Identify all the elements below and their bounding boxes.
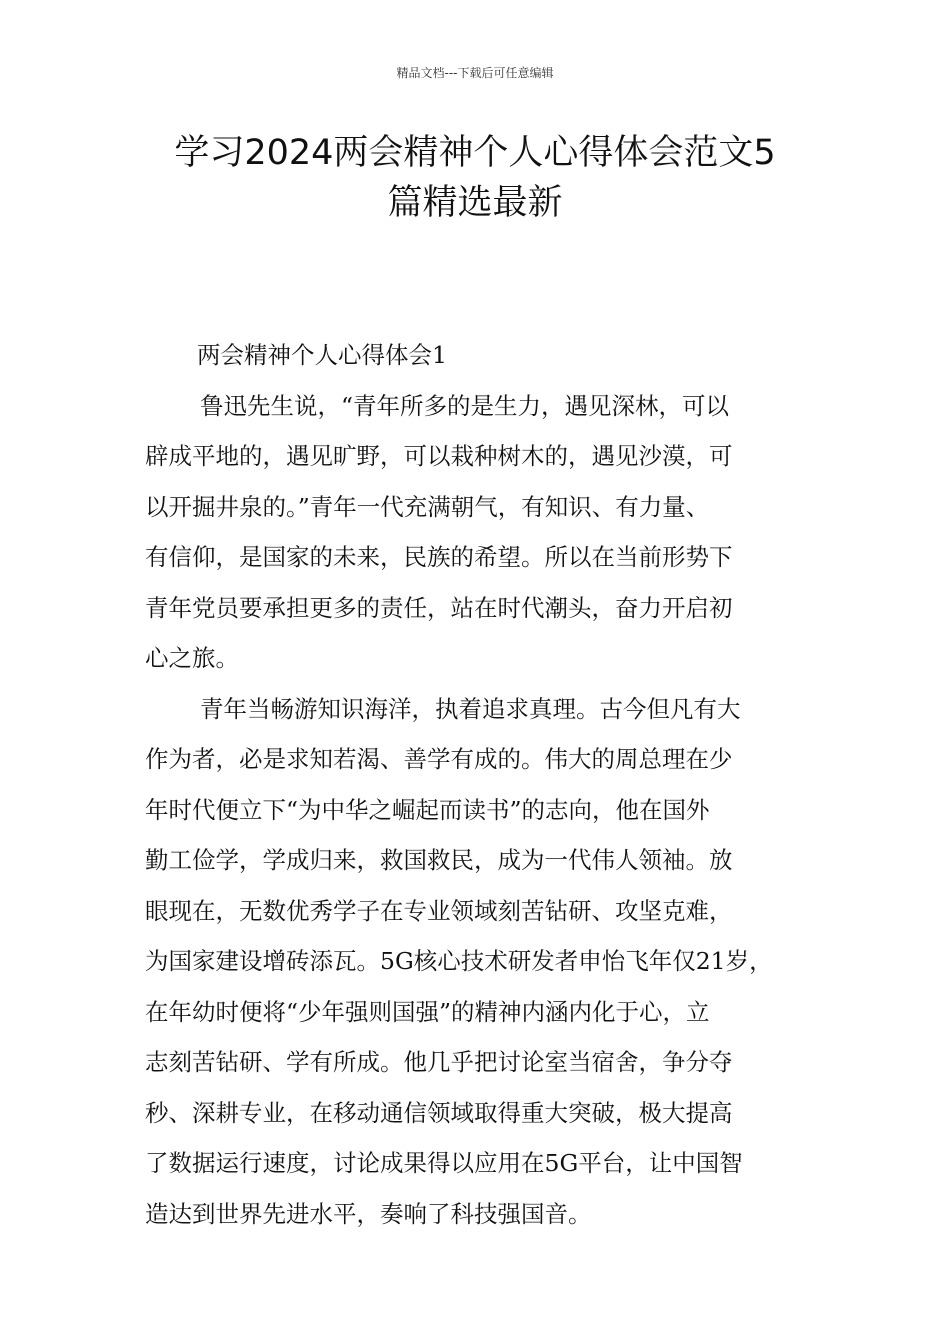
title-line: 学习2024两会精神个人心得体会范文5 [174,133,776,173]
paragraph-1 [145,381,815,684]
paragraph-line: 秒、深耕专业，在移动通信领域取得重大突破，极大提高 [145,1098,733,1127]
title-line: 篇精选最新 [387,183,563,223]
paragraph-line: 青年党员要承担更多的责任，站在时代潮头，奋力开启初 [145,593,733,622]
paragraph-line: 有信仰，是国家的未来，民族的希望。所以在当前形势下 [145,543,733,571]
paragraph-line: 志刻苦钻研、学有所成。他几乎把讨论室当宿舍，争分夺 [145,1048,733,1076]
paragraph-line: 勤工俭学，学成归来，救国救民，成为一代伟人领袖。放 [145,846,733,874]
document-body [145,330,815,1239]
paragraph-line: 了数据运行速度，讨论成果得以应用在5G平台，让中国智 [145,1149,743,1177]
paragraph-line: 造达到世界先进水平，奏响了科技强国音。 [145,1199,592,1228]
header-note: 精品文档---下载后可任意编辑 [396,66,554,80]
paragraph-2 [145,684,815,1240]
paragraph-line: 在年幼时便将“少年强则国强”的精神内涵内化于心，立 [145,997,710,1026]
paragraph-line: 以开掘井泉的。”青年一代充满朝气，有知识、有力量、 [145,492,710,521]
paragraph-line: 青年当畅游知识海洋，执着追求真理。古今但凡有大 [200,694,741,723]
paragraph-line: 年时代便立下“为中华之崛起而读书”的志向，他在国外 [145,795,710,824]
paragraph-line: 心之旅。 [145,644,239,672]
paragraph-line: 眼现在，无数优秀学子在专业领域刻苦钻研、攻坚克难， [145,896,733,925]
paragraph-line: 为国家建设增砖添瓦。5G核心技术研发者申怡飞年仅21岁， [145,947,773,975]
section-heading: 两会精神个人心得体会1 [197,341,447,369]
paragraph-line: 辟成平地的，遇见旷野，可以栽种树木的，遇见沙漠，可 [145,442,733,470]
paragraph-line: 鲁迅先生说，“青年所多的是生力，遇见深林，可以 [200,391,730,420]
paragraph-line: 作为者，必是求知若渴、善学有成的。伟大的周总理在少 [145,745,733,773]
document-title [135,128,815,228]
